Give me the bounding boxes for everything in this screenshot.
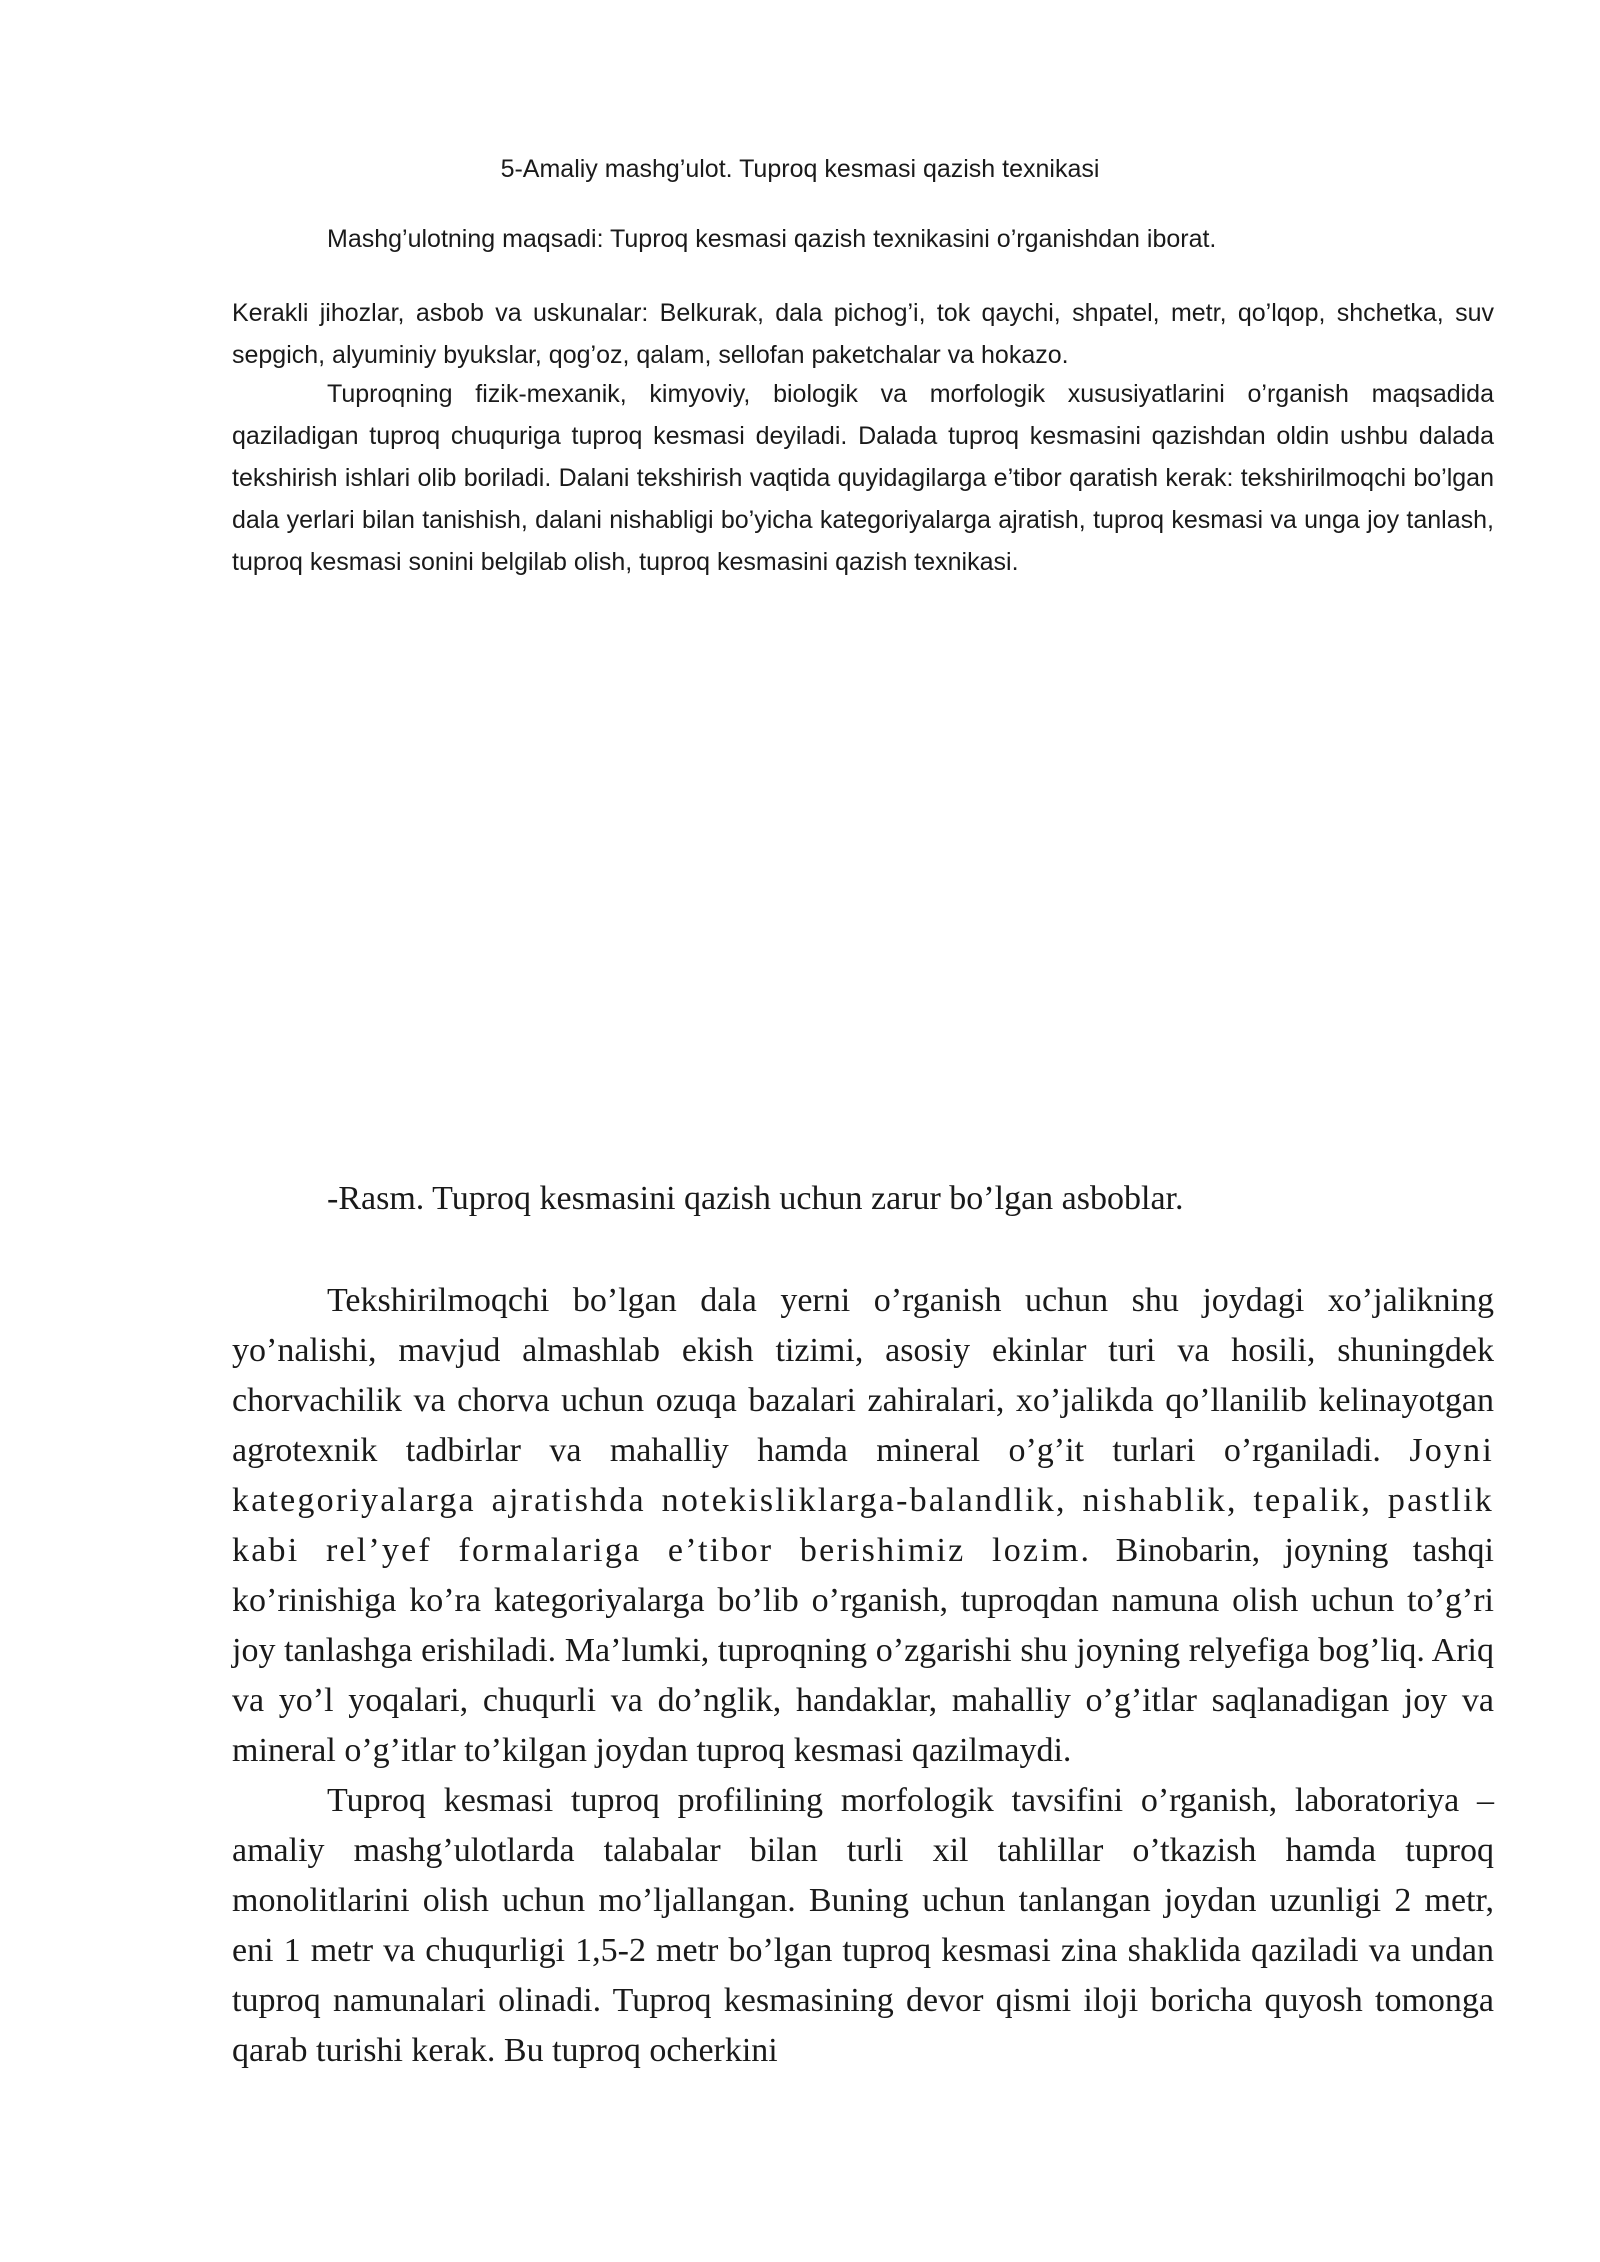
paragraph-1-part-3: Binobarin, joyning tashqi ko’rinishiga ko’ra kategoriyalarga bo’lib o’rganish, tuproqdan namuna olish uchun to’g’ri joy tanlashga erishiladi. Ma’lumki, tuproqning o’zgarishi shu joyning relyefiga bog’liq. Ariq va yo’l yoqalari, chuqurli va do’nglik, handaklar, mahalliy o’g’itlar saqlanadigan joy va mineral o’g’itlar to’kilgan joydan tuproq kesmasi qazilmaydi.	[232, 1532, 1494, 1769]
paragraph-1-part-1: Tekshirilmoqchi bo’lgan dala yerni o’rganish uchun shu joydagi xo’jalikning yo’nalishi, mavjud almashlab ekish tizimi, asosiy ekinlar turi va hosili, shuningdek chorvachilik va chorva uchun ozuqa bazalari zahiralari, xo’jalikda qo’llanilib kelinayotgan agrotexnik tadbirlar va mahalliy hamda mineral o’g’it turlari o’rganiladi.	[232, 1282, 1494, 1469]
intro-paragraph: Tuproqning fizik-mexanik, kimyoviy, biologik va morfologik xususiyatlarini o’rganish maqsadida qaziladigan tuproq chuquriga tuproq kesmasi deyiladi. Dalada tuproq kesmasini qazishdan oldin ushbu dalada tekshirish ishlari olib boriladi. Dalani tekshirish vaqtida quyidagilarga e’tibor qaratish kerak: tekshirilmoqchi bo’lgan dala yerlari bilan tanishish, dalani nishabligi bo’yicha kategoriyalarga ajratish, tuproq kesmasi va unga joy tanlash, tuproq kesmasi sonini belgilab olish, tuproq kesmasini qazish texnikasi.	[232, 380, 1494, 576]
paragraph-1-part-2: Joyni kategoriyalarga ajratishda notekisliklarga-balandlik, nishablik, tepalik, pastlik kabi rel’yef formalariga e’tibor berishimiz lozim.	[232, 1432, 1494, 1569]
required-tools-paragraph: Kerakli jihozlar, asbob va uskunalar: Belkurak, dala pichog’i, tok qaychi, shpatel, metr, qo’lqop, shchetka, suv sepgich, alyuminiy byukslar, qog’oz, qalam, sellofan paketchalar va hokazo.	[232, 299, 1494, 369]
figure-caption: -Rasm. Tuproq kesmasini qazish uchun zarur bo’lgan asboblar.	[327, 1180, 1184, 1217]
body-paragraph-2: Tuproq kesmasi tuproq profilining morfologik tavsifini o’rganish, laboratoriya – amaliy mashg’ulotlarda talabalar bilan turli xil tahlillar o’tkazish hamda tuproq monolitlarini olish uchun mo’ljallangan. Buning uchun tanlangan joydan uzunligi 2 metr, eni 1 metr va chuqurligi 1,5-2 metr bo’lgan tuproq kesmasi zina shaklida qaziladi va undan tuproq namunalari olinadi. Tuproq kesmasining devor qismi iloji boricha quyosh tomonga qarab turishi kerak. Bu tuproq ocherkini	[232, 1782, 1494, 2069]
body-text	[232, 1276, 1494, 2076]
lesson-goal: Mashg’ulotning maqsadi: Tuproq kesmasi qazish texnikasini o’rganishdan iborat.	[327, 225, 1217, 253]
figure-placeholder	[232, 640, 1494, 1160]
body-paragraph-1	[232, 1276, 1494, 1776]
page-title: 5-Amaliy mashg’ulot. Tuproq kesmasi qazish texnikasi	[500, 155, 1100, 183]
